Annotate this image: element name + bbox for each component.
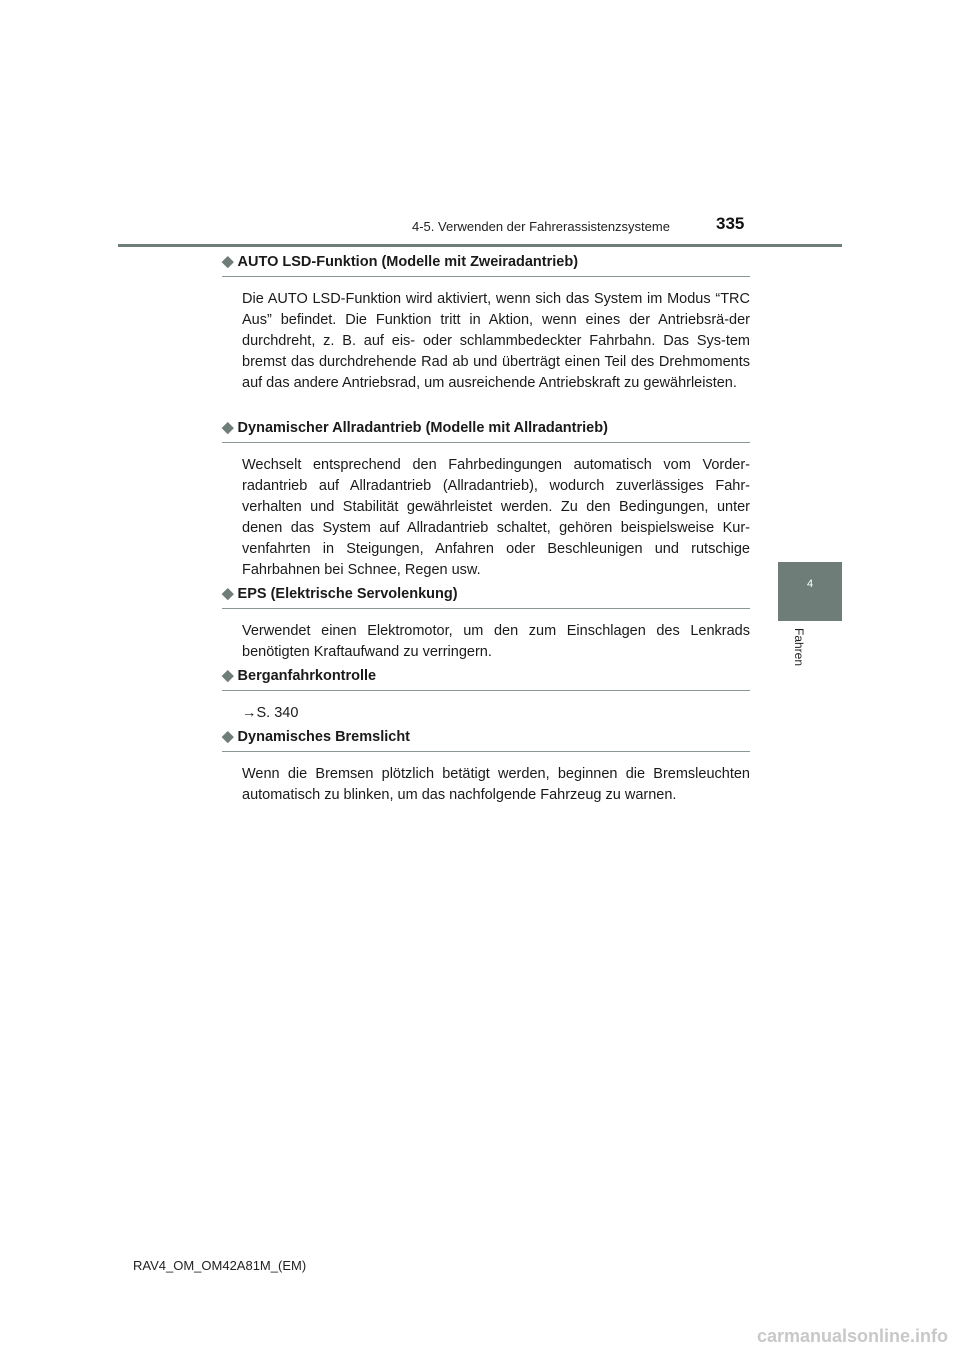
watermark: carmanualsonline.info [756,1326,948,1346]
diamond-bullet-icon: ◆ [222,728,234,745]
section-dynamic-awd [222,418,750,581]
section-heading-text: EPS (Elektrische Servolenkung) [237,586,458,602]
diamond-bullet-icon: ◆ [222,667,234,684]
chapter-label: Fahren [792,628,806,667]
section-brake-light [222,727,750,806]
section-heading-text: Berganfahrkontrolle [237,668,377,684]
section-body: Die AUTO LSD-Funktion wird aktiviert, wenn sich das System im Modus “TRC Aus” befindet. Die Funktion tritt in Aktion, wenn eines der Antriebsrä-der durchdreht, z. B. auf eis- oder schlammbedeckter Fahrbahn. Das Sys-tem bremst das durchdrehende Rad ab und überträgt einen Teil des Drehmoments auf das andere Antriebsrad, um ausreichende Antriebskraft zu gewährleisten. [242,291,750,391]
section-heading [222,666,750,691]
section-heading [222,252,750,277]
section-heading-text: AUTO LSD-Funktion (Modelle mit Zweiradantrieb) [237,254,579,270]
section-body: Wenn die Bremsen plötzlich betätigt werden, beginnen die Bremsleuchten automatisch zu blinken, um das nachfolgende Fahrzeug zu warnen. [242,766,750,803]
section-heading-text: Dynamischer Allradantrieb (Modelle mit Allradantrieb) [237,420,608,436]
section-eps [222,584,750,663]
chapter-tab [778,562,842,621]
diamond-bullet-icon: ◆ [222,253,234,270]
header-divider [118,244,842,247]
page-number: 335 [716,214,745,233]
section-auto-lsd [222,252,750,394]
chapter-number: 4 [806,578,814,590]
diamond-bullet-icon: ◆ [222,585,234,602]
section-hill-start [222,666,750,724]
section-body: Verwendet einen Elektromotor, um den zum Einschlagen des Lenkrads benötigten Kraftaufwand zu verringern. [242,623,750,660]
section-heading [222,727,750,752]
section-body: Wechselt entsprechend den Fahrbedingungen automatisch vom Vorder-radantrieb auf Allradantrieb (Allradantrieb), wodurch zuverlässiges Fahr-verhalten und Stabilität gewährleistet werden. Zu den Bedingungen, unter denen das System auf Allradantrieb schaltet, gehören beispielsweise Kur-venfahrten in Steigungen, Anfahren oder Beschleunigen und rutschige Fahrbahnen bei Schnee, Regen usw. [242,457,750,578]
footer-doc-code: RAV4_OM_OM42A81M_(EM) [133,1258,307,1273]
page-reference-link[interactable]: →S. 340 [242,705,299,721]
section-heading [222,584,750,609]
diamond-bullet-icon: ◆ [222,419,234,436]
header-section-title: 4-5. Verwenden der Fahrerassistenzsysteme [412,219,670,234]
section-heading [222,418,750,443]
section-heading-text: Dynamisches Bremslicht [237,729,411,745]
